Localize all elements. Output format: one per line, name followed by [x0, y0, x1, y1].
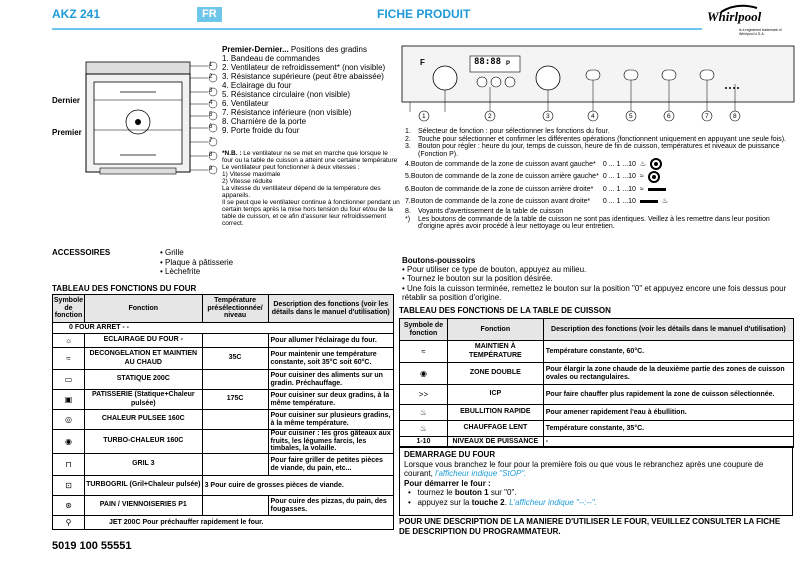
table-row: ⊡ TURBOGRIL (Gril+Chaleur pulsée) 3 Pour cuire de grosses pièces de viande. [53, 476, 394, 496]
part-item: 4. Eclairage du four [222, 80, 292, 90]
part-item: 6. Ventilateur [222, 98, 269, 108]
jet-icon: ⚲ [53, 516, 85, 530]
control-panel-legend [405, 128, 795, 231]
col-header-temperature: Température présélectionnée/ niveau [202, 295, 268, 323]
programmer-reference-note: POUR UNE DESCRIPTION DE LA MANIERE D'UTILISER LE FOUR, VEUILLEZ CONSULTER LA FICHE DE DESCRIPTION DU PROGRAMMATEUR. [399, 517, 781, 536]
col-header-description: Description des fonctions (voir les détails dans le manuel d'utilisation) [268, 295, 393, 323]
panel-p-label: P [506, 61, 511, 67]
static-icon: ▭ [53, 370, 85, 390]
accessories-list: • Grille • Plaque à pâtisserie • Lèchefrite [160, 248, 234, 277]
table-row: ▭ STATIQUE 200C Pour cuisiner des aliments sur un gradin. Préchauffage. [53, 370, 394, 390]
language-badge: FR [197, 7, 222, 22]
model-number: AKZ 241 [52, 7, 101, 21]
legend-item-4: 4. Bouton de commande de la zone de cuisson avant gauche* 0 ... 1 ...10 ♨ [405, 158, 795, 171]
label-dernier: Dernier [52, 96, 81, 105]
boil-icon: ♨ [400, 405, 448, 421]
table-row: ☼ ECLAIRAGE DU FOUR - Pour allumer l'éclairage du four. [53, 334, 394, 348]
document-reference-number: 5019 100 55551 [52, 540, 132, 552]
legend-star-note: *) Les boutons de commande de la table de cuisson ne sont pas identiques. Veillez à les remettre dans leur position d'origine après avoir procédé à leur nettoyage ou leur entretien. [405, 215, 770, 231]
part-item: 5. Résistance circulaire (non visible) [222, 89, 351, 99]
defrost-icon: ≈ [53, 348, 85, 370]
table-row: ♨ CHAUFFAGE LENT Température constante, 35°C. [400, 421, 794, 437]
part-item: 9. Porte froide du four [222, 125, 300, 135]
panel-f-label: F [420, 58, 425, 67]
col-header-description: Description des fonctions (voir les détails dans le manuel d'utilisation) [543, 319, 793, 341]
warm-icon: ≈ [639, 173, 644, 181]
table-row: ◎ CHALEUR PULSEE 160C Pour cuisiner sur plusieurs gradins, à la même température. [53, 410, 394, 430]
table-row: ◉ ZONE DOUBLE Pour élargir la zone chaude de la deuxième partie des zones de cuisson ovales ou rectangulaires. [400, 363, 794, 385]
part-item: 1. Bandeau de commandes [222, 53, 320, 63]
hob-functions-table [399, 318, 794, 448]
bar-icon [640, 200, 658, 203]
table-row: 0 FOUR ARRET - - [53, 323, 394, 334]
col-header-symbol: Symbole de fonction [53, 295, 85, 323]
panel-display: 88:88 [474, 57, 502, 67]
legend-item-2: 2. Touche pour sélectionner et confirmer les différentes opérations (fonctionnent uniquement en appuyant une seule fois). [405, 135, 786, 143]
warm-icon: ≈ [639, 185, 644, 193]
col-header-function: Fonction [84, 295, 202, 323]
parts-header: Premier-Dernier... Positions des gradins [222, 45, 367, 54]
boil-icon: ♨ [661, 198, 669, 206]
col-header-symbol: Symbole de fonction [400, 319, 448, 341]
fan-icon: ◎ [53, 410, 85, 430]
legend-item-7: 7. Bouton de commande de la zone de cuisson avant droite* 0 ... 1 ...10 ♨ [405, 198, 669, 206]
table-row: 1-10 NIVEAUX DE PUISSANCE - [400, 437, 794, 448]
bar-icon [648, 188, 666, 191]
control-panel-diagram [400, 44, 796, 122]
header-bar [52, 6, 792, 28]
grill-icon: ⊓ [53, 454, 85, 476]
legend-item-5: 5. Bouton de commande de la zone de cuisson arrière gauche* 0 ... 1 ...10 ≈ [405, 171, 795, 184]
turbogrill-icon: ⊡ [53, 476, 85, 496]
icp-icon: >> [400, 385, 448, 405]
table-row: ⚲ JET 200C Pour préchauffer rapidement le four. [53, 516, 394, 530]
boil-icon: ♨ [639, 160, 647, 168]
legend-item-6: 6. Bouton de commande de la zone de cuisson arrière droite* 0 ... 1 ...10 ≈ [405, 183, 795, 196]
zone-double-icon: ◉ [400, 363, 448, 385]
parts-list [222, 46, 397, 136]
table-row: ⊓ GRIL 3 Pour faire griller de petites pièces de viande, du pain, etc... [53, 454, 394, 476]
table-row: ≈ MAINTIEN À TEMPÉRATURE Température constante, 60°C. [400, 341, 794, 363]
push-buttons-section: Boutons-poussoirs • Pour utiliser ce type de bouton, appuyez au milieu. • Tournez le bouton sur la position désirée. • Une fois la cuisson terminée, remettez le bouton sur la position "0" et appuyez encore une fois dessus pour rétablir sa position d'origine. [402, 256, 787, 302]
part-item: 3. Résistance supérieure (peut être abaissée) [222, 71, 384, 81]
zone-double-icon [648, 171, 660, 183]
table-row: ▣ PATISSERIE (Statique+Chaleur pulsée) 175C Pour cuisiner sur deux gradins, à la même température. [53, 390, 394, 410]
slow-heat-icon: ♨ [400, 421, 448, 437]
part-item: 7. Résistance inférieure (non visible) [222, 107, 352, 117]
part-item: 8. Charnière de la porte [222, 116, 307, 126]
turbo-icon: ◉ [53, 430, 85, 454]
part-item: 2. Ventilateur de refroidissement* (non visible) [222, 62, 386, 72]
brand-subtitle: is a registered trademark of Whirlpool U.S.A. [739, 28, 782, 36]
table-row: ⊛ PAIN / VIENNOISERIES P1 Pour cuire des pizzas, du pain, des fougasses. [53, 496, 394, 516]
oven-table-title: TABLEAU DES FONCTIONS DU FOUR [52, 284, 197, 293]
accessories-title: ACCESSOIRES [52, 248, 111, 257]
startup-box: DEMARRAGE DU FOUR Lorsque vous branchez le four pour la première fois ou que vous le rebranchez après une coupure de courant, l'afficheur indique "StOP". Pour démarrer le four : • tournez le bouton 1 sur "0". • appuyez sur la touche 2. L'afficheur indique "--:--". [399, 446, 793, 516]
hob-table-title: TABLEAU DES FONCTIONS DE LA TABLE DE CUISSON [399, 306, 611, 315]
table-row: >> ICP Pour faire chauffer plus rapidement la zone de cuisson sélectionnée. [400, 385, 794, 405]
brand-logo [705, 4, 795, 38]
pastry-icon: ▣ [53, 390, 85, 410]
brand-name: Whirlpool [707, 9, 762, 24]
light-icon: ☼ [53, 334, 85, 348]
callout-column [190, 60, 222, 180]
col-header-function: Fonction [447, 319, 543, 341]
table-row: ≈ DECONGELATION ET MAINTIEN AU CHAUD 35C Pour maintenir une température constante, soit 35°C soit 60°C. [53, 348, 394, 370]
zone-double-icon [650, 158, 662, 170]
fan-note: *N.B. : Le ventilateur ne se met en marche que lorsque le four ou la table de cuisson a atteint une certaine température Le ventilateur peut fonctionner à deux vitesses : 1) Vitesse maximale 2) Vitesse réduite La vitesse du ventilateur dépend de la température des appareils. Il se peut que le ventilateur continue à fonctionner pendant un certain temps après la mise hors tension du four et/ou de la table de cuisson, et ce afin d'assurer leur refroidissement correct. [222, 150, 400, 228]
table-row: ♨ EBULLITION RAPIDE Pour amener rapidement l'eau à ébullition. [400, 405, 794, 421]
legend-item-3: 3. Bouton pour régler : heure du jour, temps de cuisson, heure de fin de cuisson, températures et niveaux de puissance (Fonction P). [405, 143, 780, 158]
label-premier: Premier [52, 128, 82, 137]
legend-item-8: 8. Voyants d'avertissement de la table de cuisson [405, 208, 564, 216]
header-rule [52, 28, 702, 30]
oven-functions-table [52, 294, 394, 530]
table-row: ◉ TURBO-CHALEUR 160C Pour cuisiner : les gros gâteaux aux fruits, les légumes farcis, les timbales, la volaille. [53, 430, 394, 454]
panel-callout-numbers: 1 2 3 4 5 6 7 8 [422, 113, 737, 120]
pizza-icon: ⊛ [53, 496, 85, 516]
warm-icon: ≈ [400, 341, 448, 363]
legend-item-1: 1. Sélecteur de fonction : pour sélectionner les fonctions du four. [405, 128, 610, 135]
page-title: FICHE PRODUIT [377, 7, 471, 21]
